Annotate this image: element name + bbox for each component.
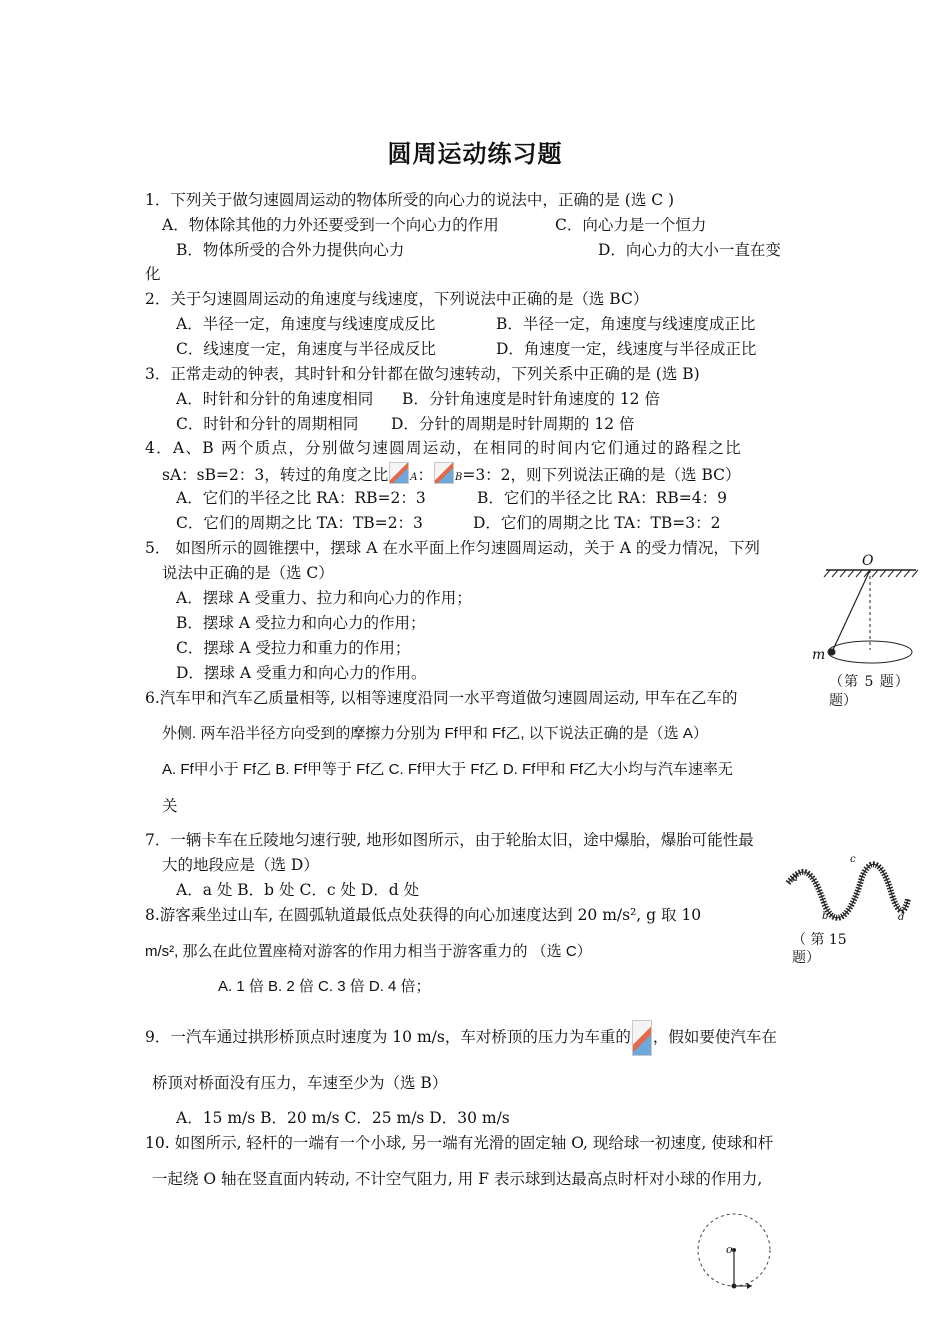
fig5-label-o: O [862,553,874,569]
q5-stem: 5． 如图所示的圆锥摆中，摆球 A 在水平面上作匀速圆周运动，关于 A 的受力情况，下列 [145,539,760,557]
q1-stem: 1．下列关于做匀速圆周运动的物体所受的向心力的说法中，正确的是 (选 C ) [145,191,675,209]
fig7-caption: （ 第 15 [792,932,847,948]
fig7-label-d: d [898,912,905,923]
q3-option-a: A．时针和分针的角速度相同 [176,390,374,408]
page-title: 圆周运动练习题 [387,140,563,168]
q1-option-a: A．物体除其他的力外还要受到一个向心力的作用 [162,216,499,234]
q1-option-c: C．向心力是一个恒力 [555,216,707,234]
q4-option-d: D．它们的周期之比 TA：TB=3：2 [473,514,721,532]
q9-stem-2: 桥顶对桥面没有压力，车速至少为（选 B） [152,1074,448,1092]
q4-sub-b: B [454,472,463,483]
q3-option-c: C．时针和分针的周期相同 [176,415,359,433]
ceiling-hatch [824,570,918,577]
q7-stem-2: 大的地段应是（选 D） [162,856,319,874]
fig7-label-b: b [822,911,829,922]
q6-options-2: 关 [162,797,178,815]
q10-stem: 10. 如图所示, 轻杆的一端有一个小球, 另一端有光滑的固定轴 O, 现给球一初速度, 使球和杆 [145,1134,774,1152]
q2-option-d: D．角速度一定，线速度与半径成正比 [496,340,757,358]
ball [732,1284,737,1289]
q4-line2 [162,462,741,488]
q8-options: A. 1 倍 B. 2 倍 C. 3 倍 D. 4 倍； [218,978,431,995]
q3-stem: 3．正常走动的钟表，其时针和分针都在做匀速转动，下列关系中正确的是 (选 B) [145,365,700,383]
fig5-caption-2: 题） [829,693,857,709]
q4-colon: ： [417,466,433,484]
fig7-caption-2: 题） [792,950,820,966]
q5-option-a: A．摆球 A 受重力、拉力和向心力的作用； [176,589,472,607]
q6-stem-2: 外侧. 两车沿半径方向受到的摩擦力分别为 Ff甲和 Ff乙, 以下说法正确的是（选 A） [162,725,708,742]
rotating-rod-figure [694,1210,774,1290]
q1-option-b: B．物体所受的合外力提供向心力 [176,241,405,259]
omega-image-icon [389,462,409,484]
hilly-terrain-figure [780,855,915,930]
q1-option-d: D．向心力的大小一直在变 [598,241,781,259]
q9-stem-post: ，假如要使汽车在 [652,1028,777,1046]
q4-option-a: A．它们的半径之比 RA：RB=2：3 [176,489,426,507]
fig7-label-a: a [792,873,798,884]
q8-stem: 8.游客乘坐过山车, 在圆弧轨道最低点处获得的向心加速度达到 20 m/s², g 取 10 [145,906,702,924]
fig10-label-o: o [726,1243,733,1256]
fig7-label-c: c [850,854,856,865]
q4-sub-a: A [410,472,418,483]
q9-stem [145,1020,777,1056]
q4-option-c: C．它们的周期之比 TA：TB=2：3 [176,514,423,532]
pendulum-string [832,570,870,652]
q7-stem: 7．一辆卡车在丘陵地匀速行驶, 地形如图所示，由于轮胎太旧，途中爆胎，爆胎可能性最 [145,831,754,849]
fraction-image-icon [632,1020,652,1056]
pendulum-bob [829,649,836,656]
q9-stem-pre: 9．一汽车通过拱形桥顶点时速度为 10 m/s，车对桥顶的压力为车重的 [145,1028,631,1046]
q5-option-c: C．摆球 A 受拉力和重力的作用； [176,639,411,657]
omega-image-icon [434,462,454,484]
q3-option-b: B．分针角速度是时针角速度的 12 倍 [402,390,660,408]
q4-line2-pre: sA：sB=2：3，转过的角度之比 [162,466,389,484]
q7-options: A．a 处 B．b 处 C．c 处 D．d 处 [176,881,420,899]
q8-stem-2: m/s², 那么在此位置座椅对游客的作用力相当于游客重力的 （选 C） [145,943,592,960]
q2-option-a: A．半径一定，角速度与线速度成反比 [176,315,436,333]
q4-line2-post: =3：2，则下列说法正确的是（选 BC） [462,466,741,484]
q2-option-c: C．线速度一定，角速度与半径成反比 [176,340,436,358]
q5-stem-2: 说法中正确的是（选 C） [162,564,334,582]
q3-option-d: D．分针的周期是时针周期的 12 倍 [391,415,635,433]
q4-option-b: B．它们的半径之比 RA：RB=4：9 [477,489,727,507]
q2-option-b: B．半径一定，角速度与线速度成正比 [496,315,756,333]
q1-option-d-continued: 化 [145,265,161,283]
q5-option-b: B．摆球 A 受拉力和向心力的作用； [176,614,426,632]
q4-stem: 4．A、B 两个质点，分别做匀速圆周运动，在相同的时间内它们通过的路程之比 [145,439,742,457]
fig5-caption: （第 5 题） [829,674,910,690]
fig5-label-m: m [812,647,826,663]
q2-stem: 2．关于匀速圆周运动的角速度与线速度，下列说法中正确的是（选 BC） [145,290,649,308]
q5-option-d: D．摆球 A 受重力和向心力的作用。 [176,664,427,682]
q10-stem-2: 一起绕 O 轴在竖直面内转动, 不计空气阻力, 用 F 表示球到达最高点时杆对小球的作用力, [152,1170,763,1188]
q6-options: A. Ff甲小于 Ff乙 B. Ff甲等于 Ff乙 C. Ff甲大于 Ff乙 D. Ff甲和 Ff乙大小均与汽车速率无 [162,761,733,778]
q9-options: A．15 m/s B．20 m/s C．25 m/s D．30 m/s [176,1109,510,1127]
velocity-arrowhead [747,1283,752,1289]
q6-stem: 6.汽车甲和汽车乙质量相等, 以相等速度沿同一水平弯道做匀速圆周运动, 甲车在乙车的 [145,689,738,707]
